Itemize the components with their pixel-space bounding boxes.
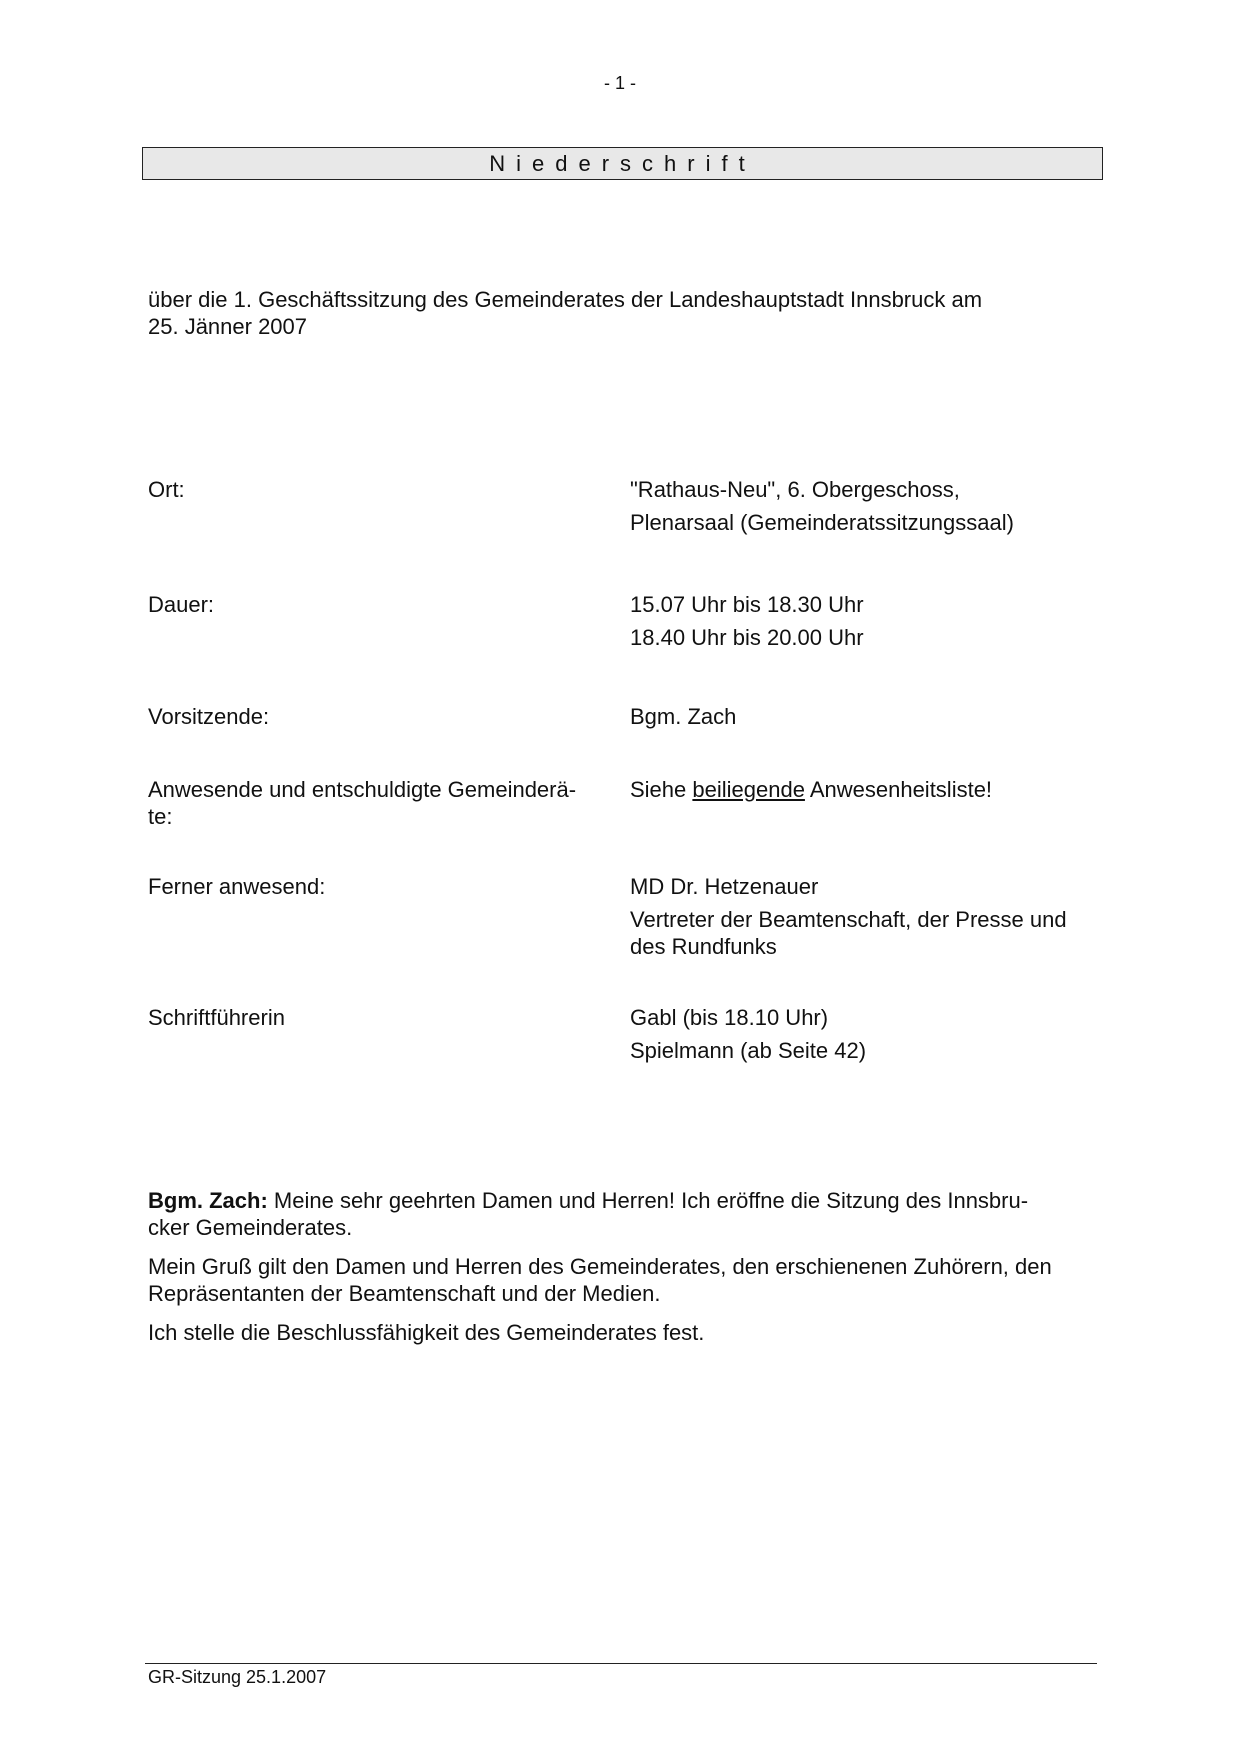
- intro-paragraph: [148, 286, 1088, 340]
- footer-divider: [145, 1663, 1097, 1664]
- info-value-vorsitzende: [630, 703, 1094, 730]
- footer-text: GR-Sitzung 25.1.2007: [148, 1667, 327, 1687]
- info-label-schriftfuehrerin: Schriftführerin: [148, 1005, 285, 1030]
- intro-line-2: 25. Jänner 2007: [148, 314, 308, 339]
- page-number: - 1 -: [603, 73, 636, 93]
- ferner-value-2-line-1: Vertreter der Beamtenschaft, der Presse und: [630, 907, 1067, 932]
- para1-line-1: Meine sehr geehrten Damen und Herren! Ich eröffne die Sitzung des Innsbru-: [267, 1188, 1029, 1213]
- dauer-line-2: 18.40 Uhr bis 20.00 Uhr: [630, 625, 864, 650]
- body-paragraph-3: Ich stelle die Beschlussfähigkeit des Gemeinderates fest.: [148, 1320, 705, 1345]
- schriftfuehrerin-line-1: Gabl (bis 18.10 Uhr): [630, 1005, 829, 1030]
- ferner-value-2-line-2: des Rundfunks: [630, 934, 777, 959]
- info-label-ferner: Ferner anwesend:: [148, 874, 326, 899]
- para2-line-2: Repräsentanten der Beamtenschaft und der Medien.: [148, 1281, 661, 1306]
- dauer-line-1: 15.07 Uhr bis 18.30 Uhr: [630, 592, 864, 617]
- para1-line-2: cker Gemeinderates.: [148, 1215, 353, 1240]
- info-label-anwesende: [148, 776, 608, 830]
- info-value-ort: [630, 476, 1094, 536]
- vorsitzende-line-1: Bgm. Zach: [630, 704, 737, 729]
- anwesende-label-line-1: Anwesende und entschuldigte Gemeinderä-: [148, 777, 577, 802]
- schriftfuehrerin-line-2: Spielmann (ab Seite 42): [630, 1038, 867, 1063]
- speaker-name: Bgm. Zach:: [148, 1188, 268, 1213]
- anwesende-value-prefix: Siehe: [630, 777, 693, 802]
- ferner-value-1: MD Dr. Hetzenauer: [630, 874, 819, 899]
- info-value-anwesende: [630, 776, 1094, 803]
- anwesende-label-line-2: te:: [148, 804, 173, 829]
- body-paragraph-2: [148, 1253, 1094, 1307]
- ferner-value-2: [630, 906, 1094, 960]
- para2-line-1: Mein Gruß gilt den Damen und Herren des Gemeinderates, den erschienenen Zuhörern, den: [148, 1254, 1052, 1279]
- anwesende-value-underlined: beiliegende: [692, 777, 805, 802]
- ort-line-1: "Rathaus-Neu", 6. Obergeschoss,: [630, 477, 960, 502]
- minutes-body: [148, 1187, 1094, 1358]
- info-value-schriftfuehrerin: [630, 1004, 1094, 1064]
- ort-line-2: Plenarsaal (Gemeinderatssitzungssaal): [630, 510, 1014, 535]
- anwesende-value-suffix: Anwesenheitsliste!: [804, 777, 993, 802]
- info-label-ort: Ort:: [148, 477, 185, 502]
- info-value-dauer: [630, 591, 1094, 651]
- intro-line-1: über die 1. Geschäftssitzung des Gemeinderates der Landeshauptstadt Innsbruck am: [148, 287, 983, 312]
- body-paragraph-1: [148, 1187, 1094, 1241]
- info-label-dauer: Dauer:: [148, 592, 215, 617]
- info-value-ferner: [630, 873, 1094, 960]
- document-title: Niederschrift: [142, 147, 1103, 180]
- info-label-vorsitzende: Vorsitzende:: [148, 704, 270, 729]
